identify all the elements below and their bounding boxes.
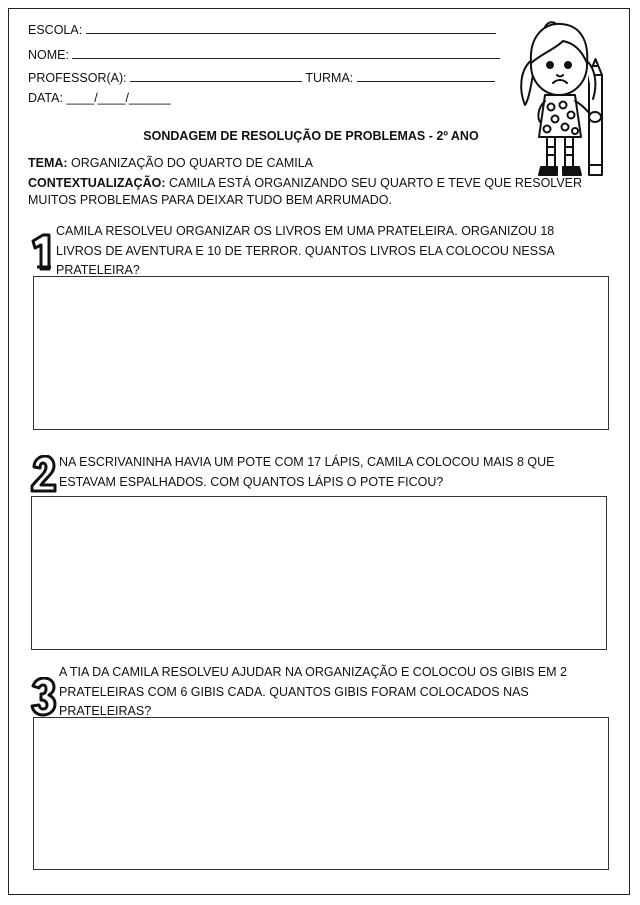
school-field: [28, 21, 496, 37]
name-field: [28, 46, 500, 62]
question-1-text: CAMILA RESOLVEU ORGANIZAR OS LIVROS EM UMA PRATELEIRA. ORGANIZOU 18 LIVROS DE AVENTURA E 10 DE TERROR. QUANTOS LIVROS ELA COLOCOU NESSA PRATELEIRA?: [56, 224, 555, 277]
class-label: TURMA:: [305, 71, 354, 85]
teacher-class-field: [28, 69, 495, 85]
answer-box-3[interactable]: [33, 717, 609, 870]
question-2-text: NA ESCRIVANINHA HAVIA UM POTE COM 17 LÁPIS, CAMILA COLOCOU MAIS 8 QUE ESTAVAM ESPALHADOS. COM QUANTOS LÁPIS O POTE FICOU?: [59, 455, 555, 489]
number-three-icon: [29, 677, 57, 717]
date-label: DATA:: [28, 91, 63, 105]
theme-text: ORGANIZAÇÃO DO QUARTO DE CAMILA: [67, 156, 313, 170]
worksheet-page: [8, 8, 630, 895]
date-mask[interactable]: ____/____/______: [66, 91, 171, 105]
number-one-icon: [27, 233, 55, 273]
context-text: CAMILA ESTÁ ORGANIZANDO SEU QUARTO E TEVE QUE RESOLVER MUITOS PROBLEMAS PARA DEIXAR TUDO BEM ARRUMADO.: [28, 176, 583, 207]
answer-box-1[interactable]: [33, 276, 609, 430]
number-two-icon: [29, 455, 57, 495]
teacher-blank[interactable]: [130, 69, 302, 82]
theme-label: TEMA:: [28, 156, 68, 170]
answer-box-2[interactable]: [31, 496, 607, 650]
name-blank[interactable]: [72, 46, 500, 59]
question-3-text: A TIA DA CAMILA RESOLVEU AJUDAR NA ORGANIZAÇÃO E COLOCOU OS GIBIS EM 2 PRATELEIRAS COM 6 GIBIS CADA. QUANTOS GIBIS FORAM COLOCADOS NAS PRATELEIRAS?: [59, 665, 568, 718]
theme-line: [28, 155, 608, 172]
context-label: CONTEXTUALIZAÇÃO:: [28, 176, 166, 190]
school-label: ESCOLA:: [28, 23, 83, 37]
page-title: SONDAGEM DE RESOLUÇÃO DE PROBLEMAS - 2º ANO: [143, 129, 479, 143]
date-field: [28, 91, 171, 105]
school-blank[interactable]: [86, 21, 496, 34]
name-label: NOME:: [28, 48, 69, 62]
context-paragraph: [28, 175, 608, 208]
teacher-label: PROFESSOR(A):: [28, 71, 127, 85]
class-blank[interactable]: [357, 69, 495, 82]
